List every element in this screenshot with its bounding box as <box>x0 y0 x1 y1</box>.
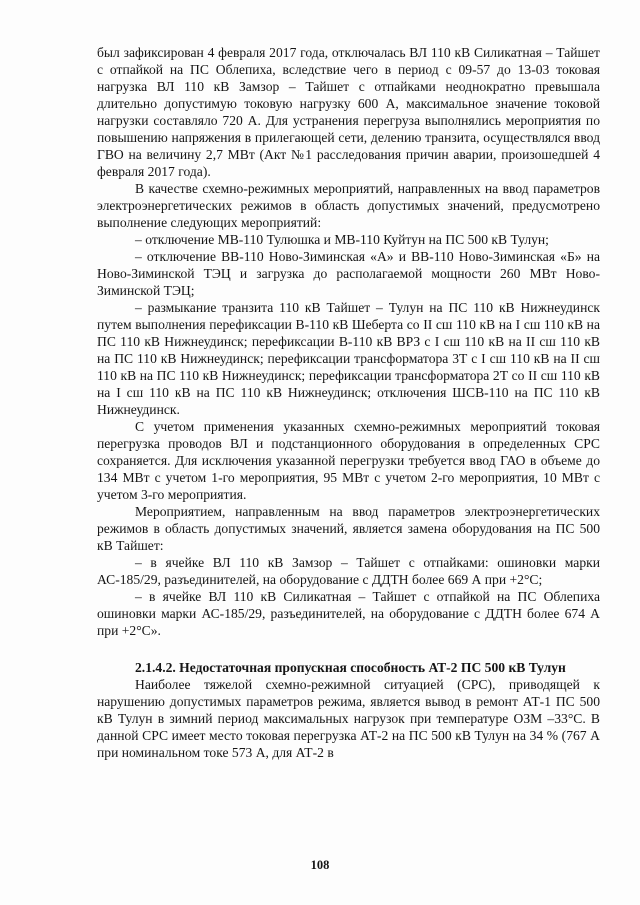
paragraph-3: С учетом применения указанных схемно-режимных мероприятий токовая перегрузка проводов ВЛ и подстанционного оборудования в определенных СРС сохраняется. Для исключения указанной перегрузки требуется ввод ГАО в объеме до 134 МВт с учетом 1-го мероприятия, 95 МВт с учетом 2-го мероприятия, 10 МВт с учетом 3-го мероприятия. <box>97 419 600 502</box>
section-heading: 2.1.4.2. Недостаточная пропускная способность АТ-2 ПС 500 кВ Тулун <box>135 660 566 675</box>
page-number: 108 <box>310 858 330 872</box>
paragraph-2: В качестве схемно-режимных мероприятий, направленных на ввод параметров электроэнергетических режимов в область допустимых значений, предусмотрено выполнение следующих мероприятий: <box>97 181 600 230</box>
paragraph-1: был зафиксирован 4 февраля 2017 года, отключалась ВЛ 110 кВ Силикатная – Тайшет с отпайкой на ПС Облепиха, вследствие чего в период с 09-57 до 13-03 токовая нагрузка ВЛ 110 кВ Замзор – Тайшет с отпайками неоднократно превышала длительно допустимую токовую нагрузку 600 А, максимальное значение токовой нагрузки составляло 720 А. Для устранения перегруза выполнялись мероприятия по повышению напряжения в прилегающей сети, делению транзита, осуществлялся ввод ГВО на величину 2,7 МВт (Акт №1 расследования причин аварии, произошедшей 4 февраля 2017 года). <box>97 45 600 179</box>
list-item-4: – в ячейке ВЛ 110 кВ Замзор – Тайшет с отпайками: ошиновки марки АС-185/29, разъединителей, на оборудование с ДДТН более 669 А при +2°С; <box>97 555 600 587</box>
list-item-2: – отключение ВВ-110 Ново-Зиминская «А» и ВВ-110 Ново-Зиминская «Б» на Ново-Зиминской ТЭЦ и загрузка до располагаемой мощности 260 МВт Ново-Зиминской ТЭЦ; <box>97 249 600 298</box>
paragraph-4: Мероприятием, направленным на ввод параметров электроэнергетических режимов в область допустимых значений, является замена оборудования на ПС 500 кВ Тайшет: <box>97 504 600 553</box>
list-item-3: – размыкание транзита 110 кВ Тайшет – Тулун на ПС 110 кВ Нижнеудинск путем выполнения перефиксации В-110 кВ Шеберта со II сш 110 кВ на I сш 110 кВ на ПС 110 кВ Нижнеудинск; перефиксации В-110 кВ ВРЗ с I сш 110 кВ на II сш 110 кВ на ПС 110 кВ Нижнеудинск; перефиксации трансформатора 3Т с I сш 110 кВ на II сш 110 кВ на ПС 110 кВ Нижнеудинск; перефиксации трансформатора 2Т со II сш 110 кВ на I сш 110 кВ на ПС 110 кВ Нижнеудинск; отключения ШСВ-110 на ПС 110 кВ Нижнеудинск. <box>97 300 600 417</box>
list-item-1: – отключение МВ-110 Тулюшка и МВ-110 Куйтун на ПС 500 кВ Тулун; <box>135 232 549 247</box>
list-item-5: – в ячейке ВЛ 110 кВ Силикатная – Тайшет с отпайкой на ПС Облепиха ошиновки марки АС-185/29, разъединителей, на оборудование с ДДТН более 674 А при +2°С». <box>97 589 600 638</box>
page-content <box>97 44 600 761</box>
paragraph-5: Наиболее тяжелой схемно-режимной ситуацией (СРС), приводящей к нарушению допустимых параметров режима, является вывод в ремонт АТ-1 ПС 500 кВ Тулун в зимний период максимальных нагрузок при температуре ОЗМ –33°С. В данной СРС имеет место токовая перегрузка АТ-2 на ПС 500 кВ Тулун на 34 % (767 А при номинальном токе 573 А, для АТ-2 в <box>97 677 600 760</box>
